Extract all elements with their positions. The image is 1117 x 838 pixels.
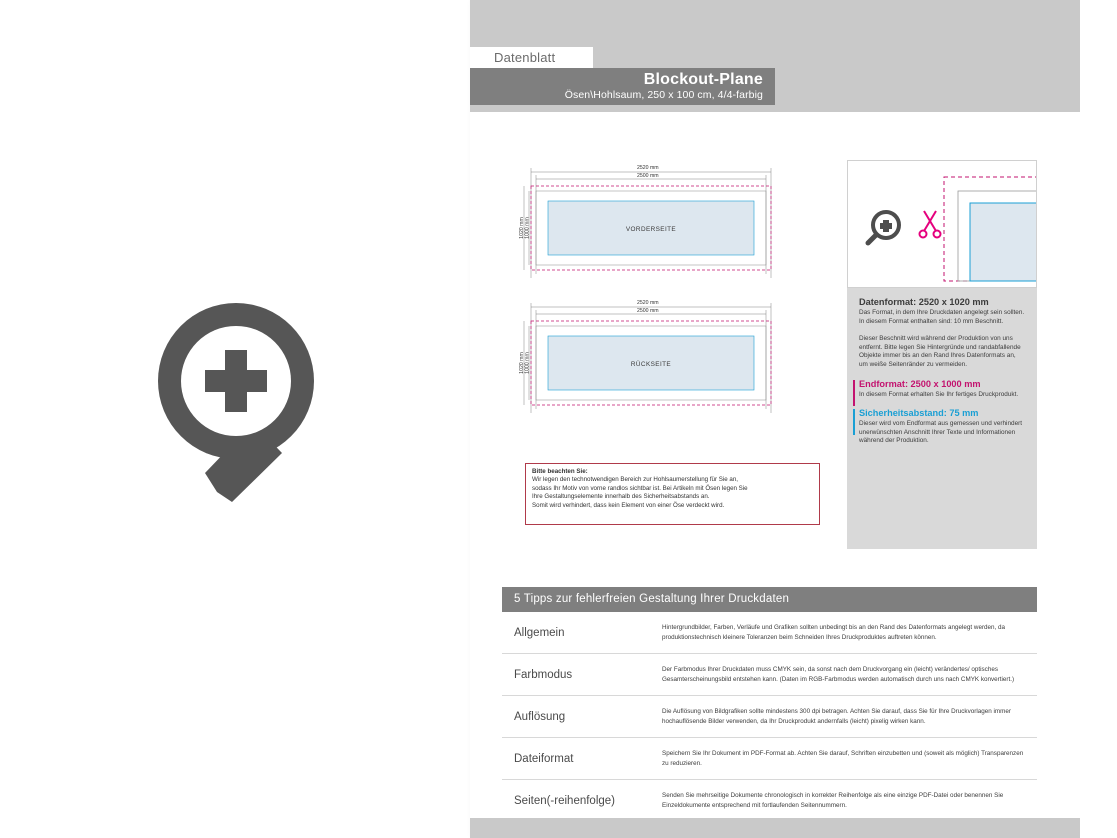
tip-text: Die Auflösung von Bildgrafiken sollte mindestens 300 dpi betragen. Achten Sie darauf, dass Sie für Ihre Druckvorlagen immer hochauflösende Bilder verwenden, da Ihr Druckprodukt andernfalls (leicht) pixelig wirken kann. [662, 708, 1011, 725]
corner-detail-panel [847, 160, 1037, 288]
table-row [502, 654, 1037, 696]
note-line-3: Ihre Gestaltungselemente innerhalb des Sicherheitsabstands an. [532, 493, 710, 501]
footer-band [470, 818, 1080, 838]
datenformat-text: Das Format, in dem Ihre Druckdaten angelegt sein sollten. In diesem Format enthalten sind: 10 mm Beschnitt. [859, 309, 1025, 325]
endformat-color-bar [853, 380, 855, 406]
datenformat-heading: Datenformat: 2520 x 1020 mm [859, 297, 989, 307]
front-side-drawing [518, 158, 838, 293]
table-row [502, 780, 1037, 821]
endformat-text: In diesem Format erhalten Sie Ihr fertiges Druckprodukt. [859, 390, 1019, 398]
tip-label: Seiten(-reihenfolge) [514, 794, 616, 807]
datasheet-document [470, 0, 1080, 838]
tip-label: Dateiformat [514, 752, 574, 765]
tips-table [502, 587, 1037, 821]
tip-label: Farbmodus [514, 668, 573, 681]
table-row [502, 738, 1037, 780]
back-width-inner: 2500 mm [637, 308, 659, 314]
title-block [470, 68, 775, 105]
sicherheitsabstand-heading: Sicherheitsabstand: 75 mm [859, 408, 979, 419]
front-width-inner: 2500 mm [637, 173, 659, 179]
front-label: VORDERSEITE [625, 226, 677, 233]
note-title: Bitte beachten Sie: [532, 468, 588, 475]
table-row [502, 696, 1037, 738]
datenblatt-tab: Datenblatt [470, 47, 593, 68]
endformat-block [859, 379, 1025, 400]
back-label: RÜCKSEITE [630, 361, 672, 368]
note-line-1: Wir legen den technotwendigen Bereich zur Hohlsaumerstellung für Sie an, [532, 476, 739, 484]
table-row [502, 612, 1037, 654]
front-width-outer: 2520 mm [637, 165, 659, 171]
note-line-2: sodass Ihr Motiv von vorne randlos sichtbar ist. Bei Artikeln mit Ösen legen Sie [532, 484, 748, 492]
preview-pane [0, 0, 470, 838]
tips-header: 5 Tipps zur fehlerfreien Gestaltung Ihrer Druckdaten [502, 587, 1037, 612]
tip-label: Auflösung [514, 710, 566, 723]
tip-text: Hintergrundbilder, Farben, Verläufe und Grafiken sollten unbedingt bis an den Rand des Datenformats angelegt werden, da produktionstechnisch kleinere Toleranzen beim Schneiden Ihres Druckproduktes auftreten können. [662, 624, 1006, 641]
front-height-inner: 1000 mm [524, 217, 531, 239]
page-title: Blockout-Plane [643, 71, 763, 88]
datenformat-text-2: Dieser Beschnitt wird während der Produktion von uns entfernt. Bitte legen Sie Hintergründe und randabfallende Objekte immer bis an den Rand Ihres Datenformats an, um weiße Seitenränder zu vermeiden. [859, 335, 1021, 368]
sicherheitsabstand-block [859, 408, 1025, 446]
datenformat-block [859, 297, 1025, 370]
tip-text: Senden Sie mehrseitige Dokumente chronologisch in korrekter Reihenfolge als eine einzige PDF-Datei oder benennen Sie Einzeldokumente entsprechend mit fortlaufenden Seitennummern. [662, 792, 1004, 809]
tip-text: Speichern Sie Ihr Dokument im PDF-Format ab. Achten Sie darauf, Schriften einzubetten und (soweit als möglich) Transparenzen zu reduzieren. [662, 750, 1024, 767]
format-info-panel [847, 288, 1037, 549]
tip-text: Der Farbmodus Ihrer Druckdaten muss CMYK sein, da sonst nach dem Druckvorgang ein (leicht) verändertes/ optisches Gesamterscheinungsbild entstehen kann. (Daten im RGB-Farbmodus werden automatisch durch uns nach CMYK konvertiert.) [662, 666, 1015, 683]
back-height-inner: 1000 mm [524, 352, 531, 374]
magnifier-plus-icon [105, 300, 360, 550]
note-line-4: Somit wird verhindert, dass kein Element von einer Öse verdeckt wird. [532, 501, 725, 509]
sicherheitsabstand-text: Dieser wird vom Endformat aus gemessen und verhindert unerwünschten Anschnitt Ihrer Texte und Informationen während der Produktion. [859, 420, 1023, 445]
endformat-heading: Endformat: 2500 x 1000 mm [859, 378, 981, 389]
page-subtitle: Ösen\Hohlsaum, 250 x 100 cm, 4/4-farbig [564, 89, 763, 101]
page-edge [1080, 0, 1117, 838]
tip-label: Allgemein [514, 626, 565, 639]
magnifier-plus-small-icon [868, 212, 899, 243]
scissors-icon [920, 211, 941, 238]
front-height-outer: 1020 mm [519, 217, 525, 239]
sicherheitsabstand-color-bar [853, 409, 855, 435]
note-box [525, 463, 820, 525]
back-width-outer: 2520 mm [637, 300, 659, 306]
back-height-outer: 1020 mm [519, 352, 525, 374]
back-side-drawing [518, 293, 838, 428]
